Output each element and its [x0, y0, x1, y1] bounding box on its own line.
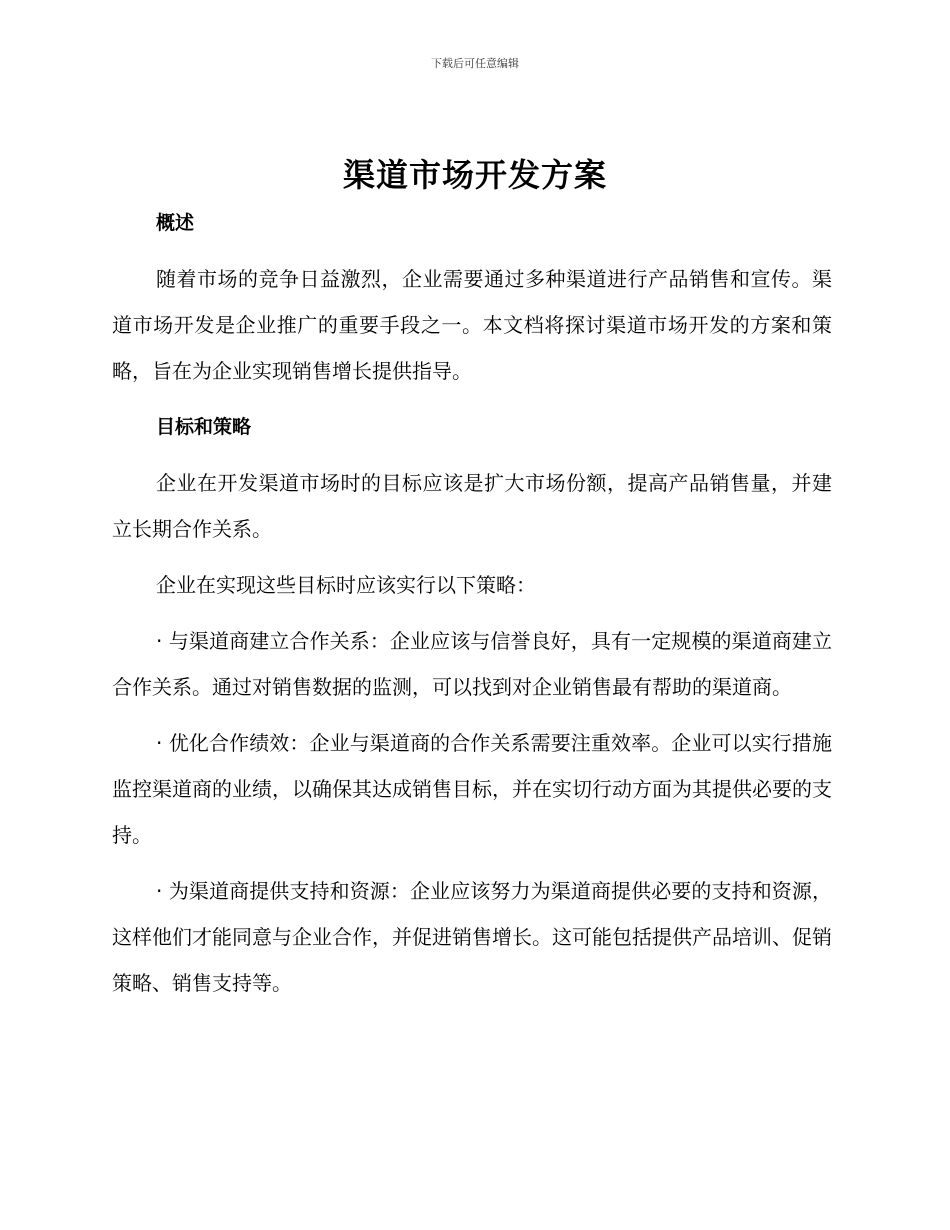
page-header-note: 下载后可任意编辑	[431, 57, 519, 70]
section-heading-overview: 概述	[156, 212, 195, 234]
list-item-support: · 为渠道商提供支持和资源：企业应该努力为渠道商提供必要的支持和资源，这样他们才能同意与企业合作，并促进销售增长。这可能包括提供产品培训、促销策略、销售支持等。	[112, 879, 832, 995]
list-item-performance: · 优化合作绩效：企业与渠道商的合作关系需要注重效率。企业可以实行措施监控渠道商的业绩，以确保其达成销售目标，并在实切行动方面为其提供必要的支持。	[112, 731, 832, 847]
paragraph-strategy-intro: 企业在实现这些目标时应该实行以下策略：	[156, 573, 536, 597]
document-body	[112, 202, 832, 1006]
list-item-partnership: · 与渠道商建立合作关系：企业应该与信誉良好，具有一定规模的渠道商建立合作关系。通过对销售数据的监测，可以找到对企业销售最有帮助的渠道商。	[112, 629, 832, 699]
paragraph-goals: 企业在开发渠道市场时的目标应该是扩大市场份额，提高产品销售量，并建立长期合作关系。	[112, 471, 832, 541]
section-heading-goals: 目标和策略	[156, 416, 252, 438]
document-title: 渠道市场开发方案	[342, 156, 607, 194]
paragraph-overview: 随着市场的竞争日益激烈，企业需要通过多种渠道进行产品销售和宣传。渠道市场开发是企业推广的重要手段之一。本文档将探讨渠道市场开发的方案和策略，旨在为企业实现销售增长提供指导。	[112, 267, 832, 383]
